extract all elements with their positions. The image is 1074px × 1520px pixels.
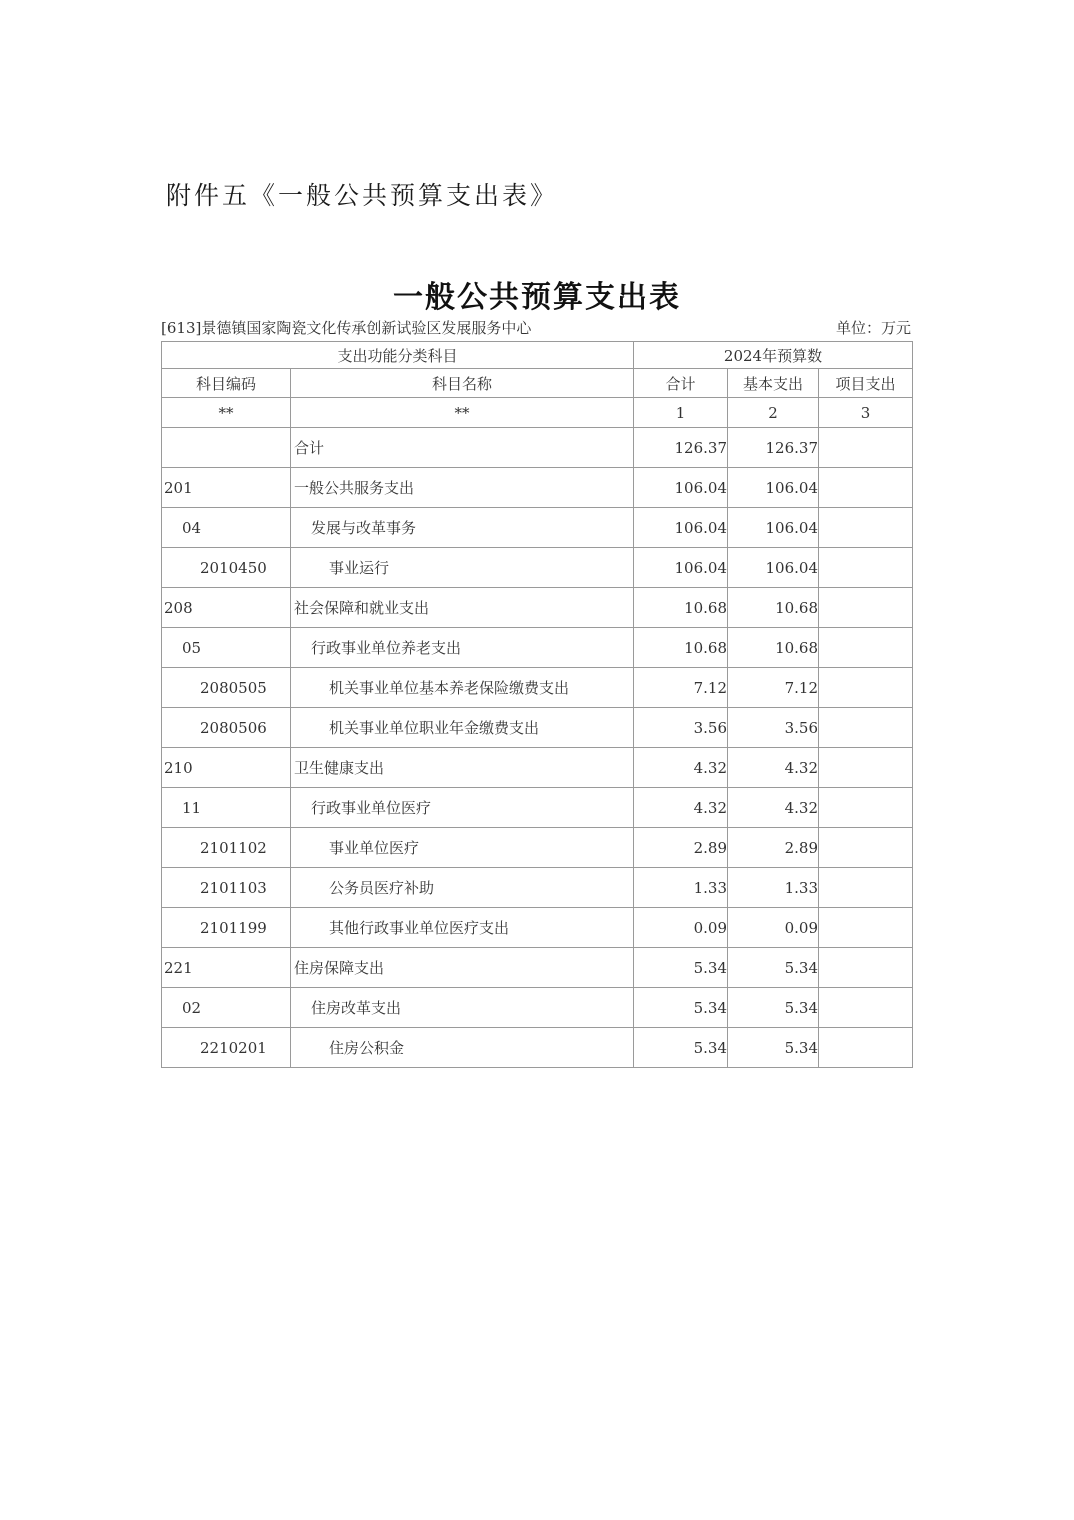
table-row [162,508,913,548]
table-row [162,788,913,828]
header-row-index [162,398,913,428]
code-cell: 2101199 [162,908,291,948]
project-cell [819,628,913,668]
unit-label: 单位：万元 [835,319,911,337]
code-cell: 05 [162,628,291,668]
index-total: 1 [634,398,728,428]
total-cell: 0.09 [634,908,728,948]
project-cell [819,788,913,828]
total-cell: 5.34 [634,988,728,1028]
basic-cell: 10.68 [728,628,819,668]
project-cell [819,508,913,548]
header-budget-year: 2024年预算数 [634,342,913,369]
table-row [162,868,913,908]
table-row [162,428,913,468]
name-cell: 卫生健康支出 [291,748,634,788]
table-row [162,948,913,988]
header-row-group [162,342,913,369]
total-cell: 10.68 [634,588,728,628]
code-cell: 2101103 [162,868,291,908]
basic-cell: 106.04 [728,508,819,548]
basic-cell: 4.32 [728,748,819,788]
header-project: 项目支出 [819,369,913,398]
basic-cell: 2.89 [728,828,819,868]
total-cell: 106.04 [634,508,728,548]
project-cell [819,668,913,708]
index-project: 3 [819,398,913,428]
name-cell: 公务员医疗补助 [291,868,634,908]
index-basic: 2 [728,398,819,428]
table-row [162,1028,913,1068]
name-cell: 发展与改革事务 [291,508,634,548]
code-cell: 2080505 [162,668,291,708]
total-cell: 3.56 [634,708,728,748]
basic-cell: 7.12 [728,668,819,708]
project-cell [819,908,913,948]
basic-cell: 5.34 [728,988,819,1028]
table-row [162,668,913,708]
code-cell: 210 [162,748,291,788]
code-cell: 2210201 [162,1028,291,1068]
org-line [161,317,911,339]
project-cell [819,428,913,468]
name-cell: 住房保障支出 [291,948,634,988]
table-row [162,588,913,628]
total-cell: 106.04 [634,548,728,588]
project-cell [819,588,913,628]
name-cell: 行政事业单位医疗 [291,788,634,828]
project-cell [819,548,913,588]
basic-cell: 3.56 [728,708,819,748]
total-cell: 5.34 [634,948,728,988]
header-name: 科目名称 [291,369,634,398]
code-cell: 201 [162,468,291,508]
basic-cell: 4.32 [728,788,819,828]
total-cell: 1.33 [634,868,728,908]
table-row [162,748,913,788]
table-row [162,628,913,668]
name-cell: 机关事业单位职业年金缴费支出 [291,708,634,748]
name-cell: 事业单位医疗 [291,828,634,868]
basic-cell: 1.33 [728,868,819,908]
code-cell: 208 [162,588,291,628]
name-cell: 其他行政事业单位医疗支出 [291,908,634,948]
total-cell: 4.32 [634,748,728,788]
name-cell: 住房改革支出 [291,988,634,1028]
total-cell: 5.34 [634,1028,728,1068]
basic-cell: 5.34 [728,1028,819,1068]
code-cell: 221 [162,948,291,988]
total-cell: 10.68 [634,628,728,668]
basic-cell: 10.68 [728,588,819,628]
project-cell [819,828,913,868]
index-name: ** [291,398,634,428]
basic-cell: 126.37 [728,428,819,468]
total-cell: 126.37 [634,428,728,468]
project-cell [819,708,913,748]
project-cell [819,748,913,788]
index-code: ** [162,398,291,428]
code-cell: 11 [162,788,291,828]
total-cell: 2.89 [634,828,728,868]
table-row [162,988,913,1028]
project-cell [819,468,913,508]
name-cell: 社会保障和就业支出 [291,588,634,628]
table-row [162,908,913,948]
header-code: 科目编码 [162,369,291,398]
project-cell [819,868,913,908]
code-cell: 2101102 [162,828,291,868]
budget-table [161,341,913,1068]
name-cell: 机关事业单位基本养老保险缴费支出 [291,668,634,708]
table-row [162,708,913,748]
attachment-title: 附件五《一般公共预算支出表》 [166,181,559,210]
project-cell [819,1028,913,1068]
table-row [162,548,913,588]
total-cell: 4.32 [634,788,728,828]
header-total: 合计 [634,369,728,398]
basic-cell: 106.04 [728,548,819,588]
name-cell: 一般公共服务支出 [291,468,634,508]
basic-cell: 5.34 [728,948,819,988]
code-cell [162,428,291,468]
total-cell: 106.04 [634,468,728,508]
table-row [162,468,913,508]
name-cell: 事业运行 [291,548,634,588]
name-cell: 行政事业单位养老支出 [291,628,634,668]
header-basic: 基本支出 [728,369,819,398]
header-row-columns [162,369,913,398]
code-cell: 02 [162,988,291,1028]
basic-cell: 0.09 [728,908,819,948]
header-function-classification: 支出功能分类科目 [162,342,634,369]
table-row [162,828,913,868]
code-cell: 2010450 [162,548,291,588]
code-cell: 04 [162,508,291,548]
org-name: [613]景德镇国家陶瓷文化传承创新试验区发展服务中心 [161,319,532,337]
name-cell: 住房公积金 [291,1028,634,1068]
total-cell: 7.12 [634,668,728,708]
project-cell [819,988,913,1028]
code-cell: 2080506 [162,708,291,748]
basic-cell: 106.04 [728,468,819,508]
name-cell: 合计 [291,428,634,468]
table-title: 一般公共预算支出表 [393,280,681,315]
project-cell [819,948,913,988]
